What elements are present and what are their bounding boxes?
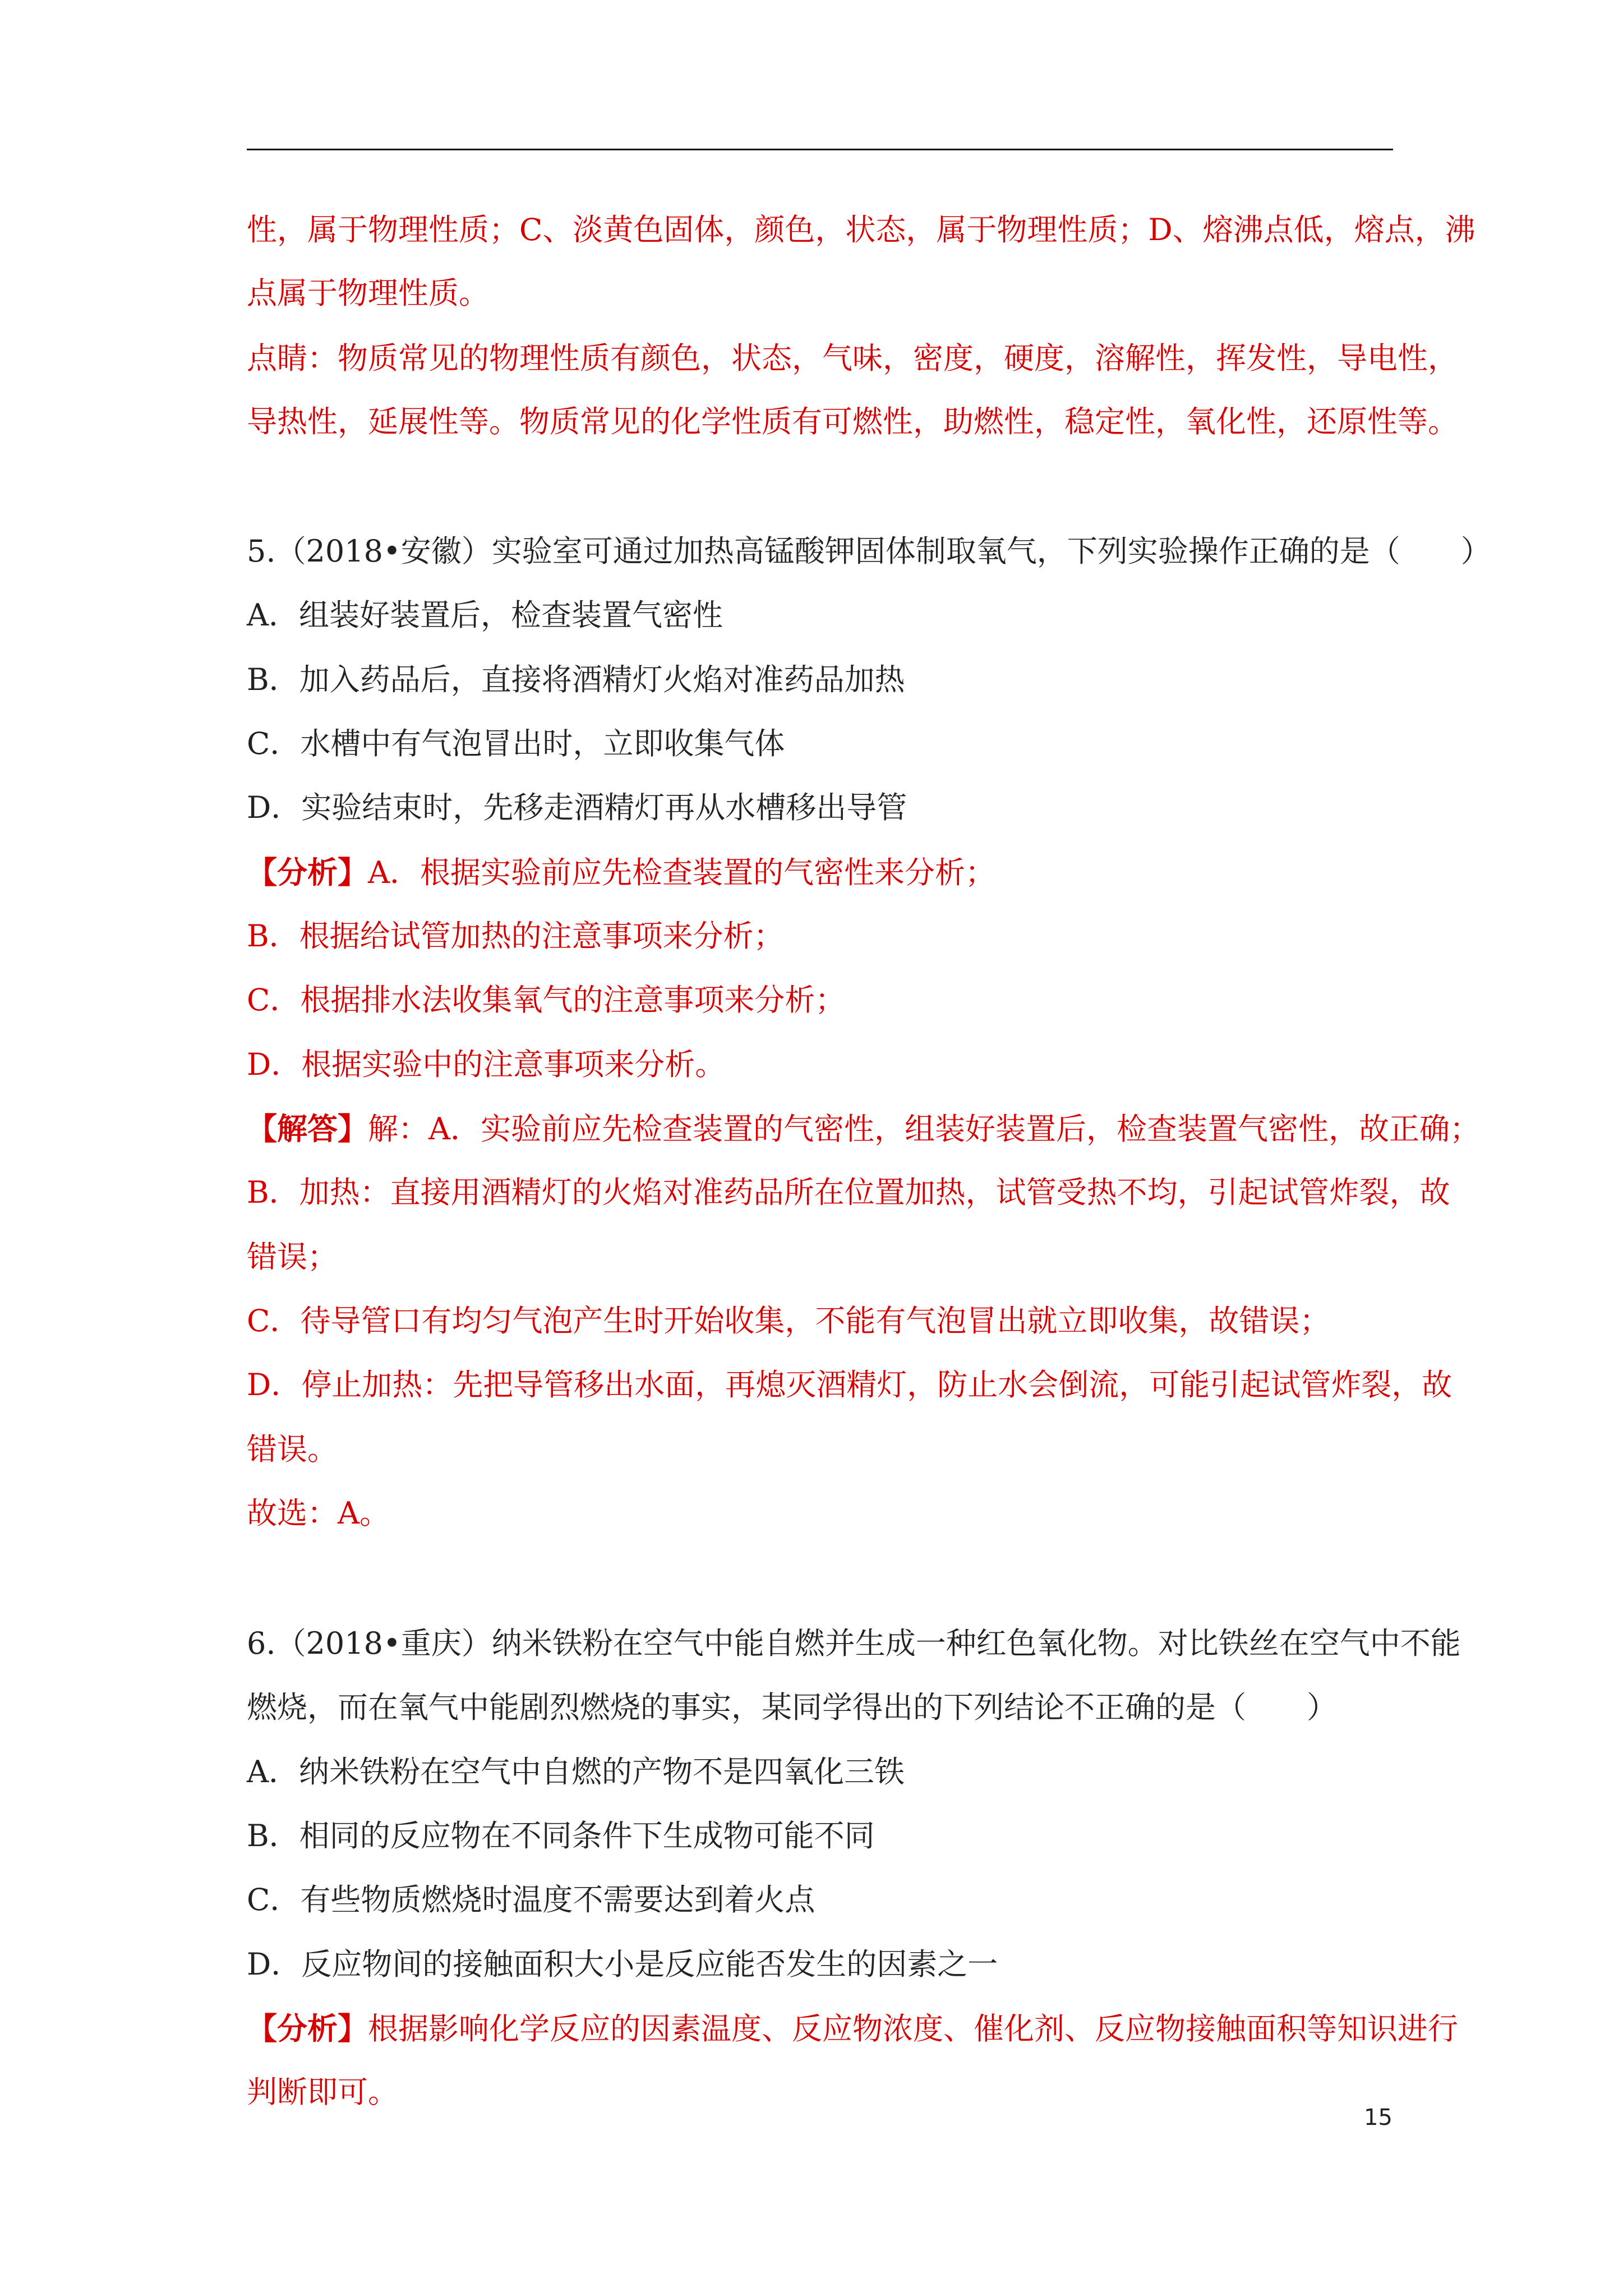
q5-option-b: B．加入药品后，直接将酒精灯火焰对准药品加热 <box>247 662 905 697</box>
answer-continued-line-1: 性，属于物理性质；C、淡黄色固体，颜色，状态，属于物理性质；D、熔沸点低，熔点，沸 <box>247 212 1476 247</box>
q5-solution-line-7: 故选：A。 <box>247 1496 390 1531</box>
q6-stem-line-2: 燃烧，而在氧气中能剧烈燃烧的事实，某同学得出的下列结论不正确的是（ ） <box>247 1690 1337 1725</box>
q6-option-a: A．纳米铁粉在空气中自燃的产物不是四氧化三铁 <box>247 1754 905 1789</box>
q5-analysis-text-1: A．根据实验前应先检查装置的气密性来分析； <box>368 855 995 890</box>
q5-analysis-line-2: B．根据给试管加热的注意事项来分析； <box>247 918 784 954</box>
q5-solution-line-4: C．待导管口有均匀气泡产生时开始收集，不能有气泡冒出就立即收集，故错误； <box>247 1303 1330 1338</box>
q6-analysis-line-2: 判断即可。 <box>247 2074 398 2110</box>
q5-analysis-line-3: C．根据排水法收集氧气的注意事项来分析； <box>247 982 846 1018</box>
q5-analysis-line-4: D．根据实验中的注意事项来分析。 <box>247 1047 726 1082</box>
q5-analysis-label: 【分析】 <box>247 854 368 890</box>
answer-continued-line-2: 点属于物理性质。 <box>247 275 489 311</box>
q6-option-c: C．有些物质燃烧时温度不需要达到着火点 <box>247 1882 815 1917</box>
q5-solution-line-1 <box>247 1109 1480 1149</box>
q6-stem-line-1: 6.（2018•重庆）纳米铁粉在空气中能自燃并生成一种红色氧化物。对比铁丝在空气中不能 <box>247 1626 1461 1661</box>
q5-analysis-line-1 <box>247 853 995 892</box>
tip-line-2: 导热性，延展性等。物质常见的化学性质有可燃性，助燃性，稳定性，氧化性，还原性等。 <box>247 404 1458 439</box>
q5-option-a: A．组装好装置后，检查装置气密性 <box>247 597 723 633</box>
q6-analysis-text-1: 根据影响化学反应的因素温度、反应物浓度、催化剂、反应物接触面积等知识进行 <box>368 2011 1458 2046</box>
q5-solution-line-6: 错误。 <box>247 1432 338 1467</box>
page-number: 15 <box>1364 2105 1393 2131</box>
tip-line-1 <box>247 339 1458 378</box>
tip-label: 点睛： <box>247 341 338 376</box>
q6-analysis-line-1 <box>247 2009 1458 2049</box>
q6-option-b: B．相同的反应物在不同条件下生成物可能不同 <box>247 1818 875 1853</box>
q6-option-d: D．反应物间的接触面积大小是反应能否发生的因素之一 <box>247 1947 998 1982</box>
q5-solution-label: 【解答】 <box>247 1111 368 1147</box>
header-rule <box>247 149 1393 150</box>
q5-solution-line-5: D．停止加热：先把导管移出水面，再熄灭酒精灯，防止水会倒流，可能引起试管炸裂，故 <box>247 1367 1453 1402</box>
q5-option-c: C．水槽中有气泡冒出时，立即收集气体 <box>247 726 785 761</box>
q6-analysis-label: 【分析】 <box>247 2010 368 2046</box>
q5-option-d: D．实验结束时，先移走酒精灯再从水槽移出导管 <box>247 790 907 825</box>
q5-stem: 5.（2018•安徽）实验室可通过加热高锰酸钾固体制取氧气，下列实验操作正确的是（ ） <box>247 533 1491 569</box>
q5-solution-text-1: 解：A．实验前应先检查装置的气密性，组装好装置后，检查装置气密性，故正确； <box>368 1111 1480 1147</box>
tip-text-1: 物质常见的物理性质有颜色，状态，气味，密度，硬度，溶解性，挥发性，导电性， <box>338 341 1458 376</box>
q5-solution-line-3: 错误； <box>247 1239 338 1274</box>
q5-solution-line-2: B．加热：直接用酒精灯的火焰对准药品所在位置加热，试管受热不均，引起试管炸裂，故 <box>247 1175 1450 1210</box>
